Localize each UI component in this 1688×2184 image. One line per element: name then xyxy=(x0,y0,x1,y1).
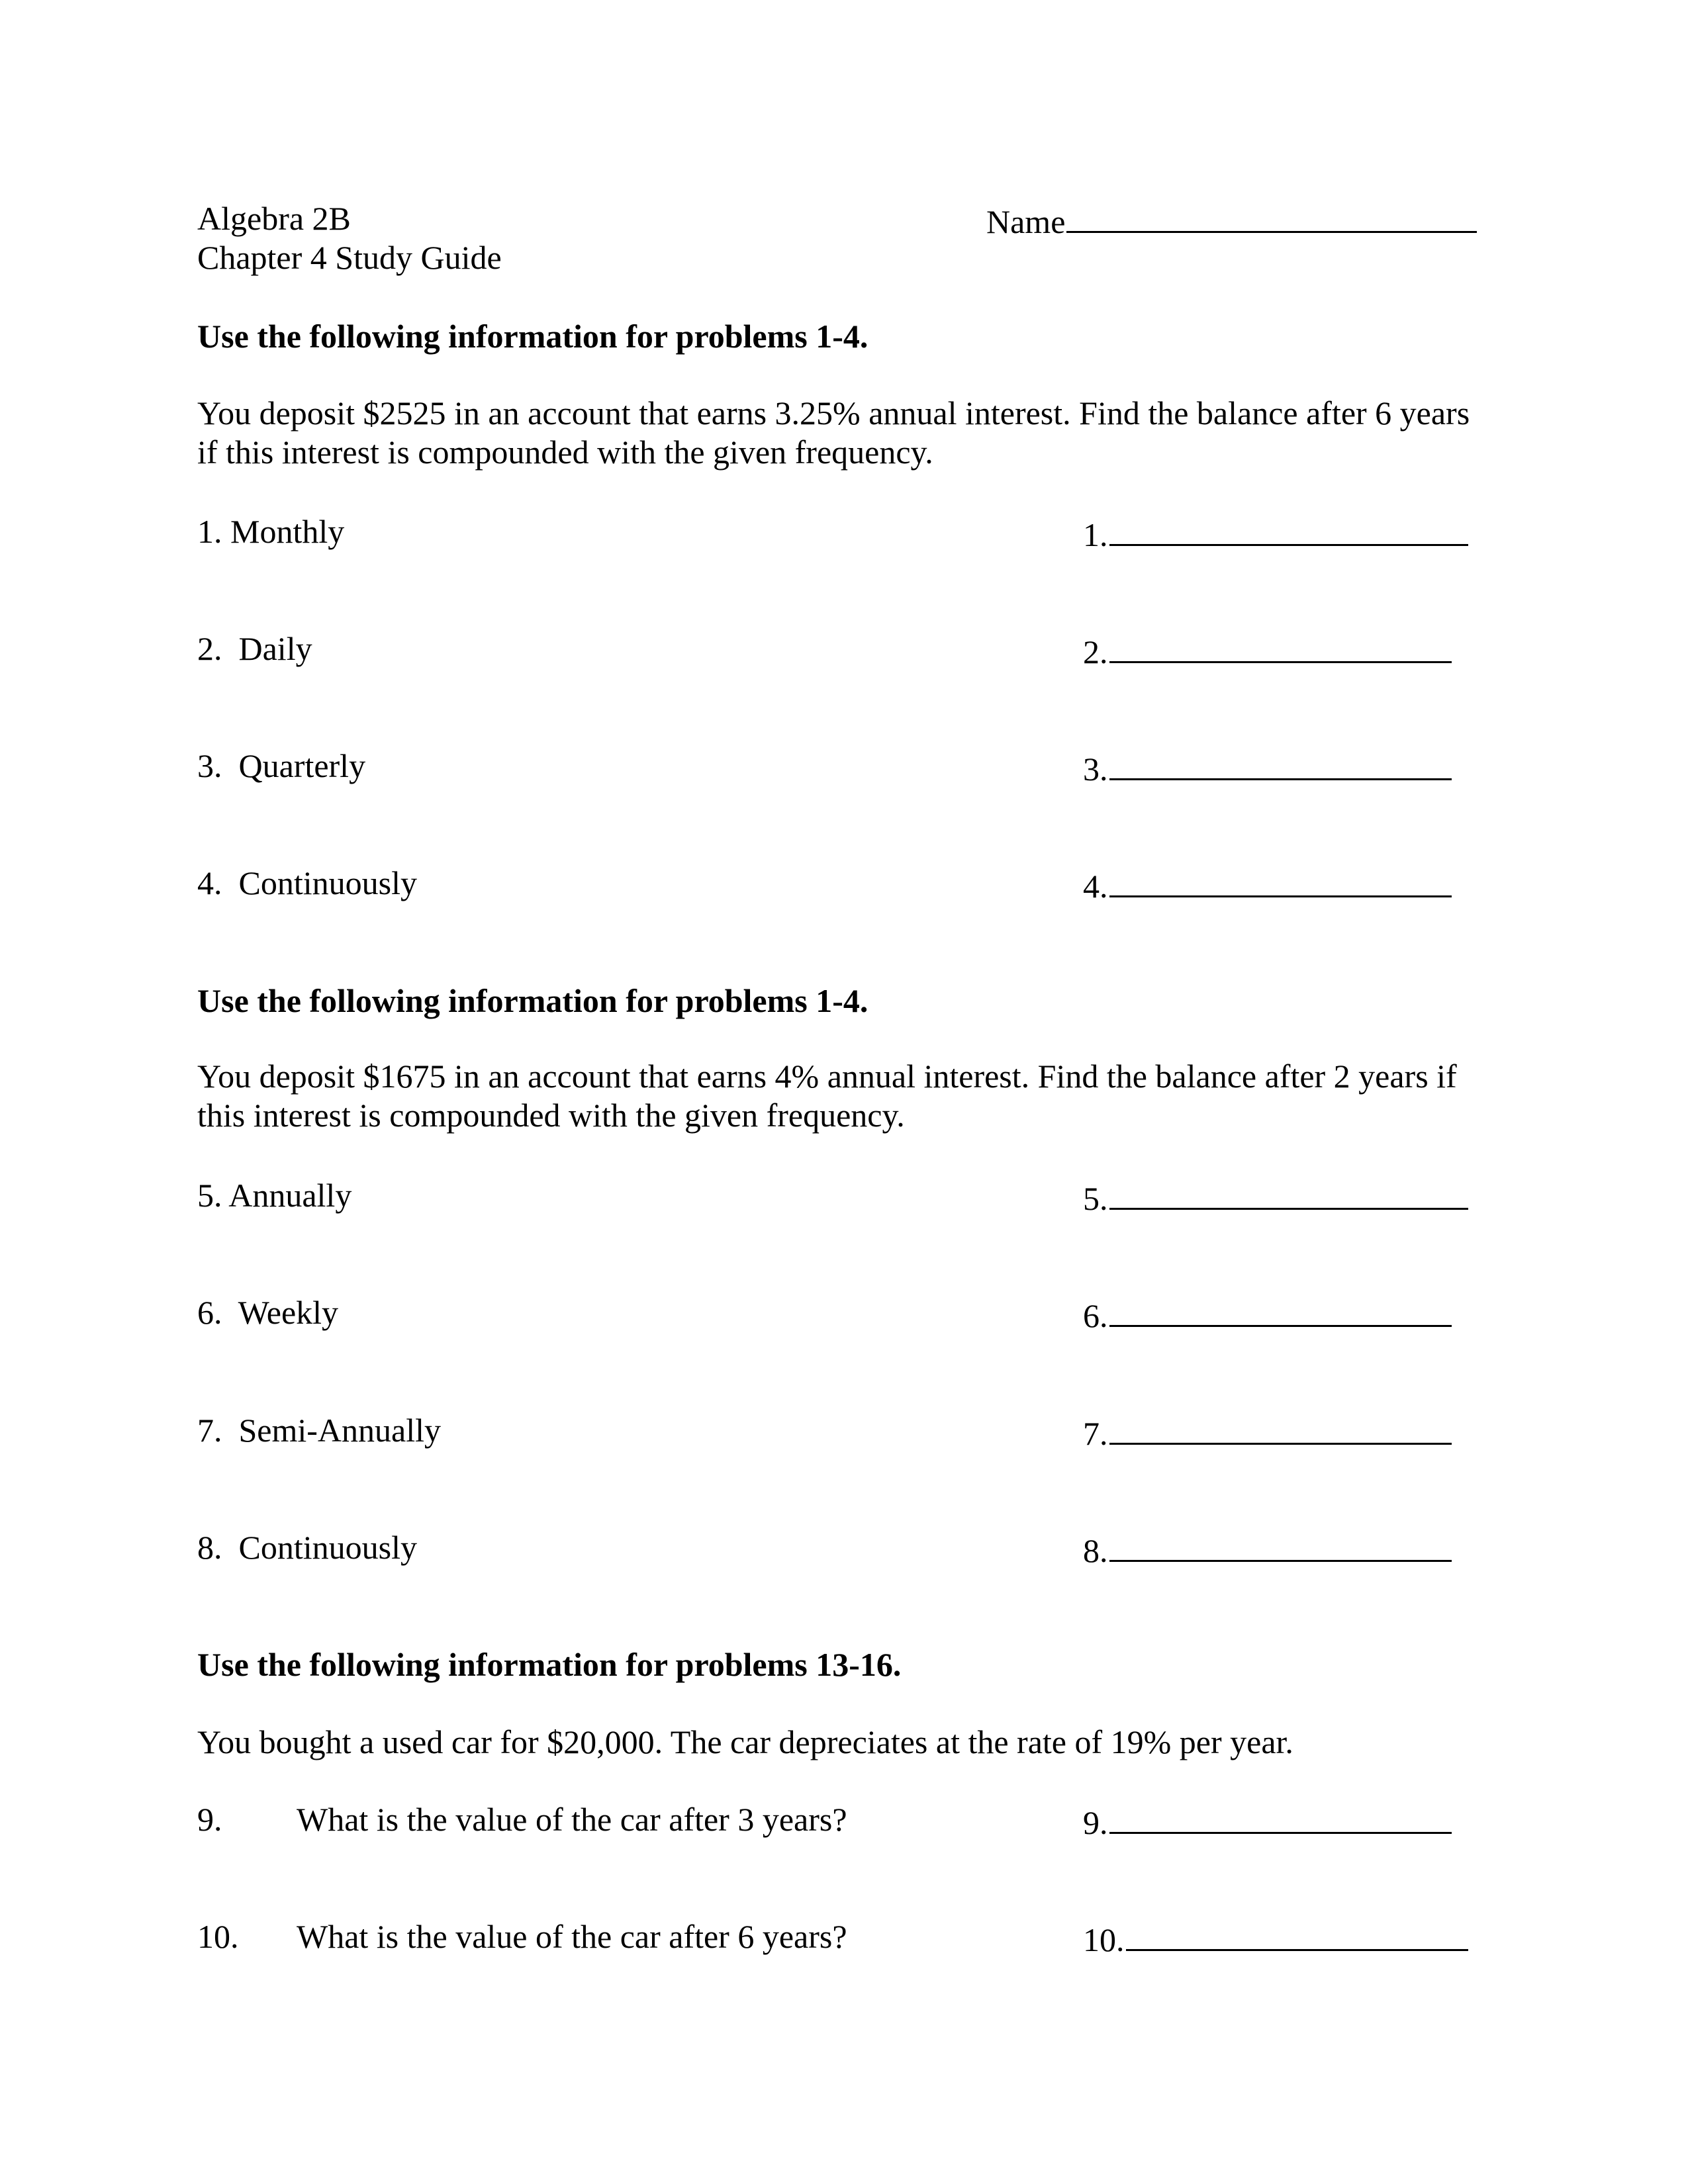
problem-4-label: 4. Continuously xyxy=(197,864,417,901)
answer-4-number: 4. xyxy=(1083,868,1108,905)
answer-5-number: 5. xyxy=(1083,1180,1108,1217)
section1-heading: Use the following information for problems 1-4. xyxy=(197,318,868,355)
section2-text: You deposit $1675 in an account that earns 4% annual interest. Find the balance after 2 years if this interest is compounded with the given frequency. xyxy=(197,1058,1457,1134)
answer-8-blank[interactable] xyxy=(1109,1531,1452,1562)
problem-6-label: 6. Weekly xyxy=(197,1294,339,1331)
answer-2[interactable] xyxy=(1083,632,1452,668)
problem-5-label: 5. Annually xyxy=(197,1177,352,1214)
answer-8[interactable] xyxy=(1083,1531,1452,1567)
answer-5[interactable] xyxy=(1083,1179,1468,1215)
section1-text: You deposit $2525 in an account that earns 3.25% annual interest. Find the balance after 6 years if this interest is compounded with the given frequency. xyxy=(197,394,1470,471)
problem-3-label: 3. Quarterly xyxy=(197,747,366,784)
answer-9-blank[interactable] xyxy=(1109,1803,1452,1834)
name-blank[interactable] xyxy=(1066,202,1477,233)
section2-heading: Use the following information for problems 1-4. xyxy=(197,982,868,1019)
answer-3[interactable] xyxy=(1083,749,1452,786)
section3-heading: Use the following information for problems 13-16. xyxy=(197,1646,902,1683)
answer-6[interactable] xyxy=(1083,1296,1452,1332)
answer-2-blank[interactable] xyxy=(1109,632,1452,663)
answer-9[interactable] xyxy=(1083,1803,1452,1839)
answer-3-number: 3. xyxy=(1083,751,1108,788)
answer-4[interactable] xyxy=(1083,866,1452,903)
page-subtitle: Chapter 4 Study Guide xyxy=(197,239,502,276)
answer-5-blank[interactable] xyxy=(1109,1179,1468,1210)
course-title: Algebra 2B xyxy=(197,200,351,237)
answer-7-number: 7. xyxy=(1083,1415,1108,1452)
problem-9-question: What is the value of the car after 3 years? xyxy=(297,1801,847,1838)
answer-7[interactable] xyxy=(1083,1414,1452,1450)
problem-10-number: 10. xyxy=(197,1918,239,1955)
answer-10-blank[interactable] xyxy=(1126,1920,1468,1951)
answer-7-blank[interactable] xyxy=(1109,1414,1452,1445)
problem-10-question: What is the value of the car after 6 years? xyxy=(297,1918,847,1955)
answer-8-number: 8. xyxy=(1083,1532,1108,1569)
problem-8-label: 8. Continuously xyxy=(197,1529,417,1566)
problem-7-label: 7. Semi-Annually xyxy=(197,1412,442,1449)
answer-4-blank[interactable] xyxy=(1109,866,1452,897)
answer-1-blank[interactable] xyxy=(1109,515,1468,546)
answer-3-blank[interactable] xyxy=(1109,749,1452,780)
answer-10[interactable] xyxy=(1083,1920,1468,1956)
problem-2-label: 2. Daily xyxy=(197,630,312,667)
answer-2-number: 2. xyxy=(1083,633,1108,670)
answer-9-number: 9. xyxy=(1083,1804,1108,1841)
problem-1-label: 1. Monthly xyxy=(197,513,345,550)
answer-6-blank[interactable] xyxy=(1109,1296,1452,1327)
section3-text: You bought a used car for $20,000. The car depreciates at the rate of 19% per year. xyxy=(197,1723,1293,1760)
answer-1-number: 1. xyxy=(1083,516,1108,553)
problem-9-number: 9. xyxy=(197,1801,222,1838)
answer-10-number: 10. xyxy=(1083,1921,1125,1958)
answer-1[interactable] xyxy=(1083,515,1468,551)
name-field[interactable] xyxy=(986,202,1477,238)
answer-6-number: 6. xyxy=(1083,1297,1108,1334)
name-label: Name xyxy=(986,203,1066,240)
